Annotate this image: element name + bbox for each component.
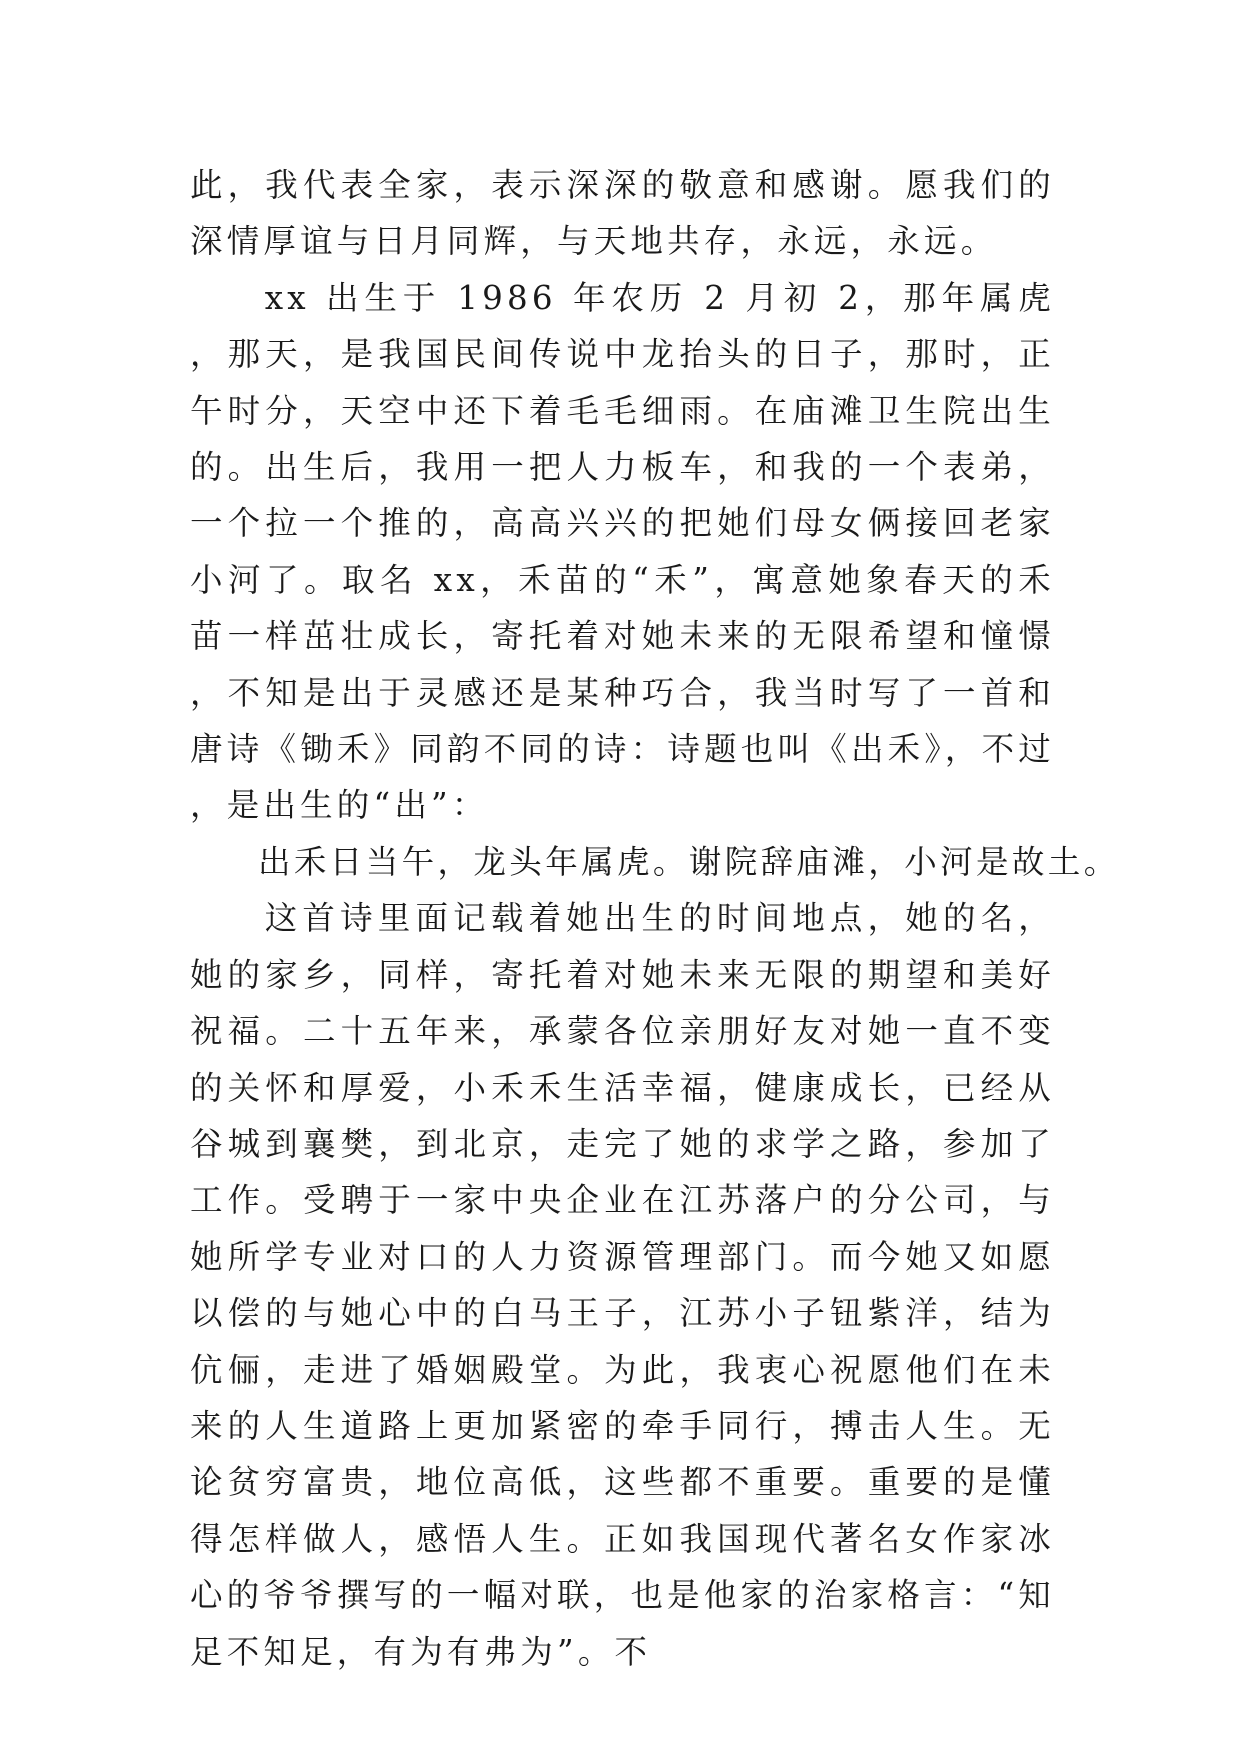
poem-line: 出禾日当午，龙头年属虎。谢院辞庙滩，小河是故土。	[258, 842, 1120, 881]
paragraph-birth-story: xx 出生于 1986 年农历 2 月初 2，那年属虎，那天，是我国民间传说中龙抬头的日子，那时，正午时分，天空中还下着毛毛细雨。在庙滩卫生院出生的。出生后，我用一把人力板车，和我的一个表弟，一个拉一个推的，高高兴兴的把她们母女俩接回老家小河了。取名 xx，禾苗的“禾”，寓意她象春天的禾苗一样茁壮成长，寄托着对她未来的无限希望和憧憬，不知是出于灵感还是某种巧合，我当时写了一首和唐诗《锄禾》同韵不同的诗：诗题也叫《出禾》，不过，是出生的“出”：	[190, 278, 1055, 825]
paragraph-poem-meaning: 这首诗里面记载着她出生的时间地点，她的名，她的家乡，同样，寄托着对她未来无限的期望和美好祝福。二十五年来，承蒙各位亲朋好友对她一直不变的关怀和厚爱，小禾禾生活幸福，健康成长，已经从谷城到襄樊，到北京，走完了她的求学之路，参加了工作。受聘于一家中央企业在江苏落户的分公司，与她所学专业对口的人力资源管理部门。而今她又如愿以偿的与她心中的白马王子，江苏小子钮紫洋，结为伉俪，走进了婚姻殿堂。为此，我衷心祝愿他们在未来的人生道路上更加紧密的牵手同行，搏击人生。无论贫穷富贵，地位高低，这些都不重要。重要的是懂得怎样做人，感悟人生。正如我国现代著名女作家冰心的爷爷撰写的一幅对联，也是他家的治家格言：“知足不知足，有为有弗为”。不	[190, 899, 1055, 1671]
document-body	[190, 157, 1120, 1680]
paragraph-continuation: 此，我代表全家，表示深深的敬意和感谢。愿我们的深情厚谊与日月同辉，与天地共存，永远，永远。	[190, 166, 1055, 261]
